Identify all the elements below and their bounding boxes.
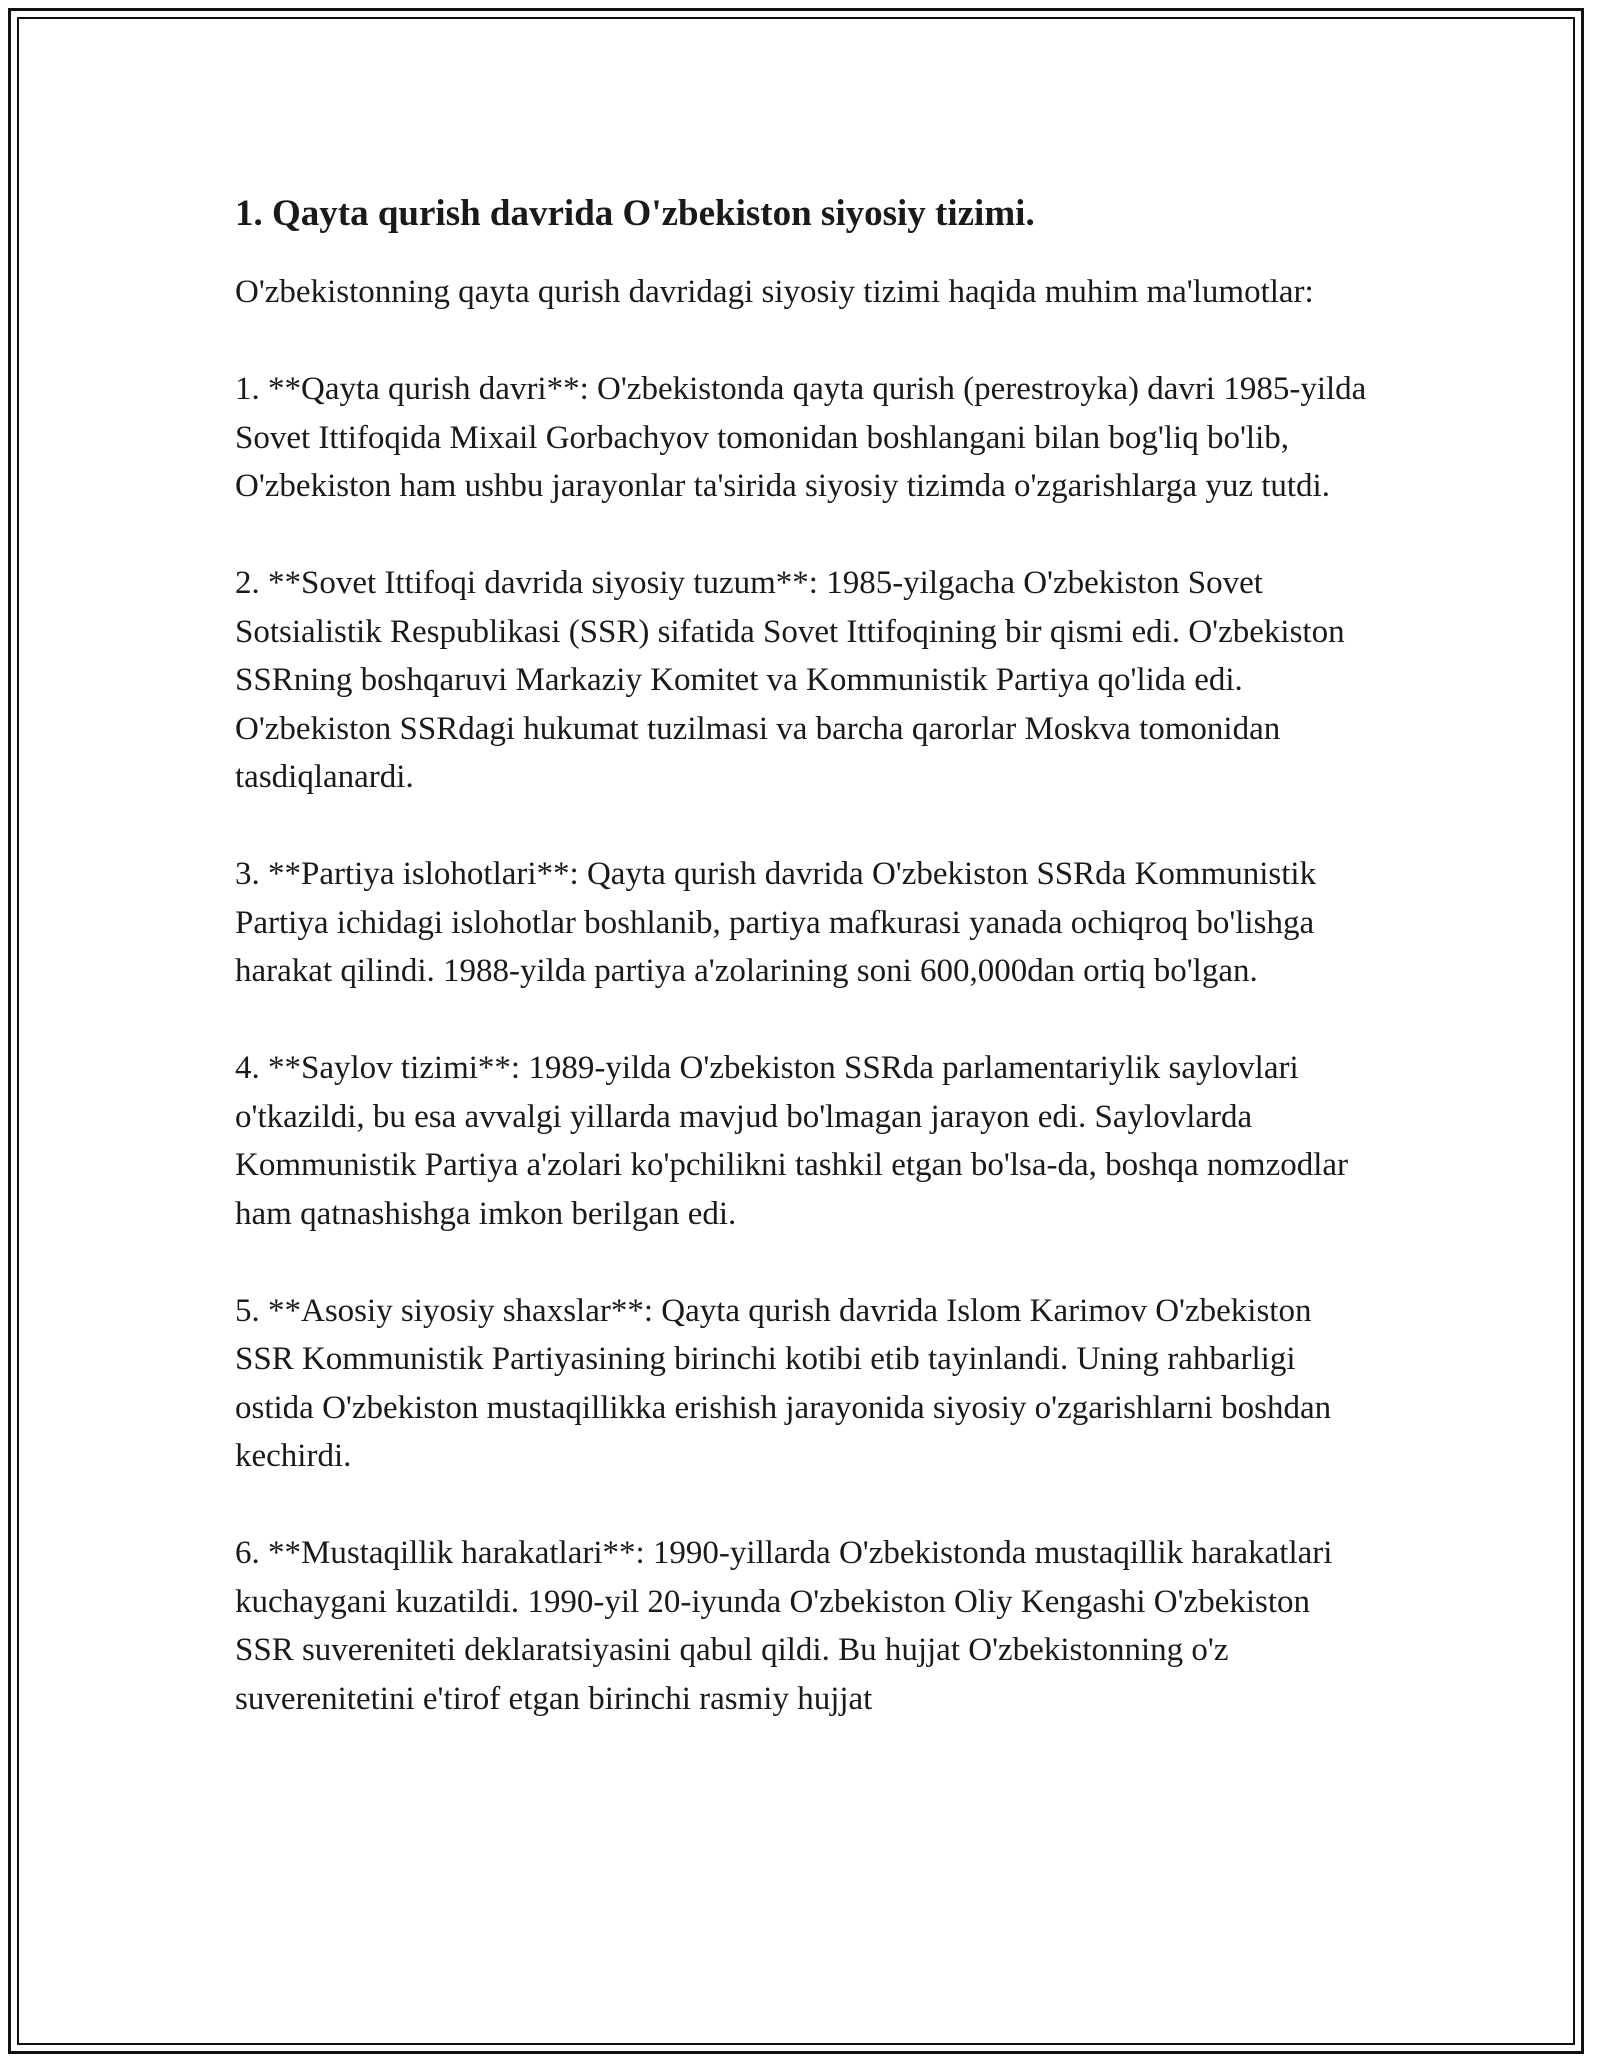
list-item: 5. **Asosiy siyosiy shaxslar**: Qayta qurish davrida Islom Karimov O'zbekiston SSR Kommunistik Partiyasining birinchi kotibi etib tayinlandi. Uning rahbarligi ostida O'zbekiston mustaqillikka erishish jarayonida siyosiy o'zgarishlarni boshdan kechirdi. — [235, 1292, 1332, 1474]
list-item: 2. **Sovet Ittifoqi davrida siyosiy tuzum**: 1985-yilgacha O'zbekiston Sovet Sotsialistik Respublikasi (SSR) sifatida Sovet Ittifoqining bir qismi edi. O'zbekiston SSRning boshqaruvi Markaziy Komitet va Kommunistik Partiya qo'lida edi. O'zbekiston SSRdagi hukumat tuzilmasi va barcha qarorlar Moskva tomonidan tasdiqlanardi. — [235, 565, 1345, 795]
list-item: 1. **Qayta qurish davri**: O'zbekistonda qayta qurish (perestroyka) davri 1985-yilda Sovet Ittifoqida Mixail Gorbachyov tomonidan boshlangani bilan bog'liq bo'lib, O'zbekiston ham ushbu jarayonlar ta'sirida siyosiy tizimda o'zgarishlarga yuz tutdi. — [235, 371, 1367, 504]
intro-paragraph: O'zbekistonning qayta qurish davridagi siyosiy tizimi haqida muhim ma'lumotlar: — [235, 274, 1314, 310]
document-title: 1. Qayta qurish davrida O'zbekiston siyosiy tizimi. — [235, 193, 1035, 234]
list-item: 6. **Mustaqillik harakatlari**: 1990-yillarda O'zbekistonda mustaqillik harakatlari kuchaygani kuzatildi. 1990-yil 20-iyunda O'zbekiston Oliy Kengashi O'zbekiston SSR suvereniteti deklaratsiyasini qabul qildi. Bu hujjat O'zbekistonning o'z suverenitetini e'tirof etgan birinchi rasmiy hujjat — [235, 1535, 1333, 1717]
list-item: 4. **Saylov tizimi**: 1989-yilda O'zbekiston SSRda parlamentariylik saylovlari o'tkazildi, bu esa avvalgi yillarda mavjud bo'lmagan jarayon edi. Saylovlarda Kommunistik Partiya a'zolari ko'pchilikni tashkil etgan bo'lsa-da, boshqa nomzodlar ham qatnashishga imkon berilgan edi. — [235, 1050, 1349, 1232]
document-body — [235, 190, 1375, 1772]
list-item: 3. **Partiya islohotlari**: Qayta qurish davrida O'zbekiston SSRda Kommunistik Partiya ichidagi islohotlar boshlanib, partiya mafkurasi yanada ochiqroq bo'lishga harakat qilindi. 1988-yilda partiya a'zolarining soni 600,000dan ortiq bo'lgan. — [235, 856, 1317, 989]
